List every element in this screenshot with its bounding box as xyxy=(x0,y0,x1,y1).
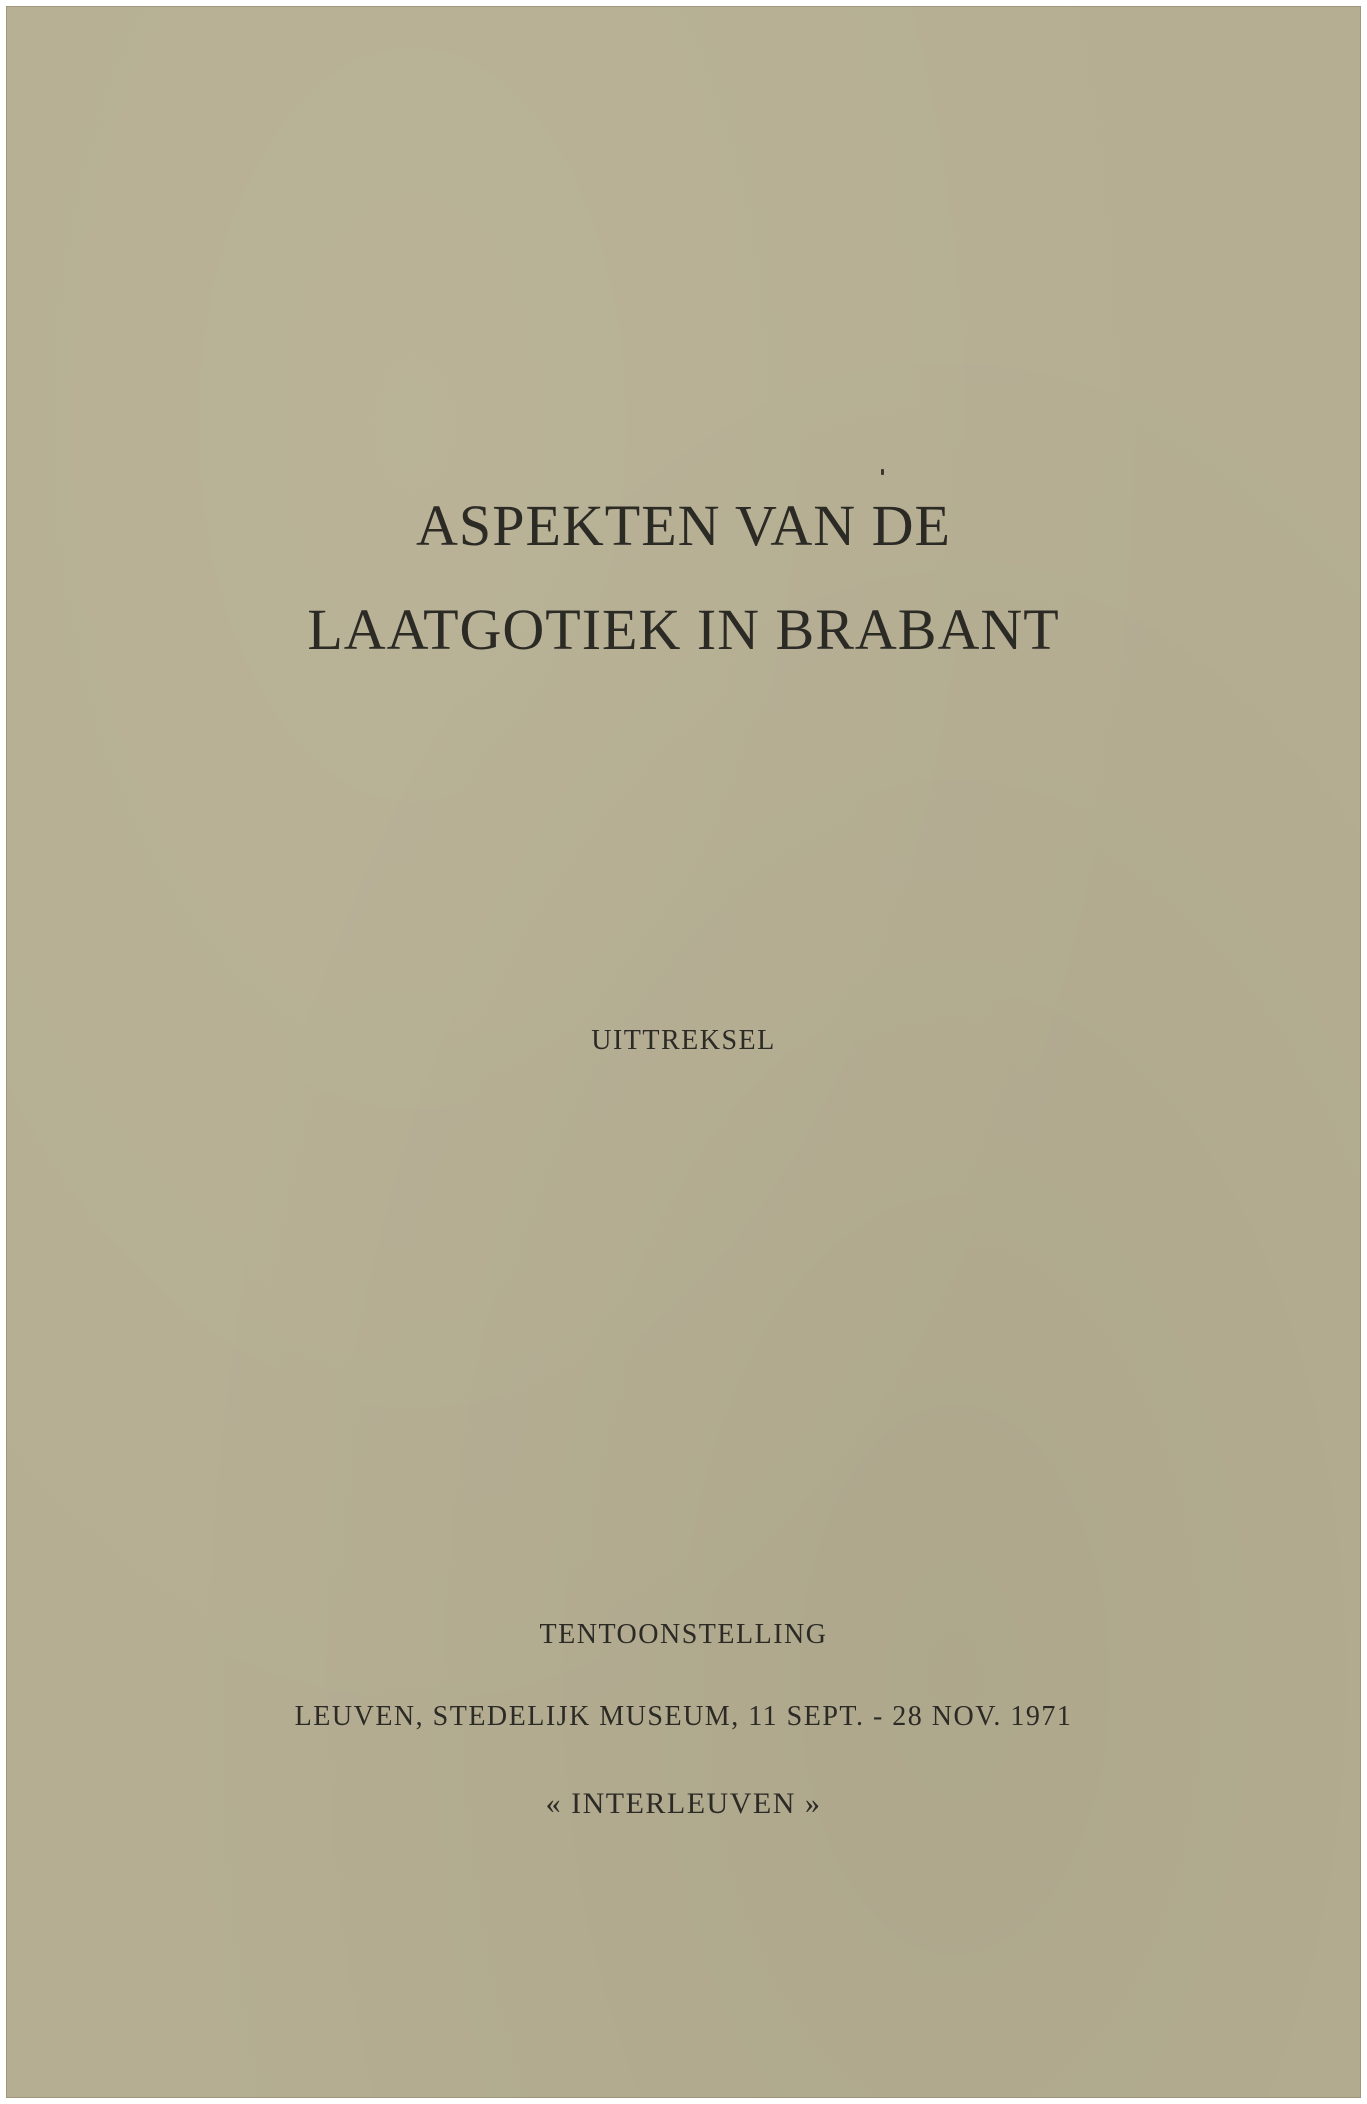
organizer: « INTERLEUVEN » xyxy=(545,1787,822,1820)
subtitle: UITTREKSEL xyxy=(591,1025,776,1056)
book-cover xyxy=(6,6,1361,2098)
print-speck xyxy=(881,469,884,475)
event-label: TENTOONSTELLING xyxy=(539,1619,828,1650)
title-line-1: ASPEKTEN VAN DE xyxy=(416,493,951,558)
venue-and-dates: LEUVEN, STEDELIJK MUSEUM, 11 SEPT. - 28 NOV. 1971 xyxy=(294,1701,1073,1732)
title-line-2: LAATGOTIEK IN BRABANT xyxy=(307,597,1060,662)
